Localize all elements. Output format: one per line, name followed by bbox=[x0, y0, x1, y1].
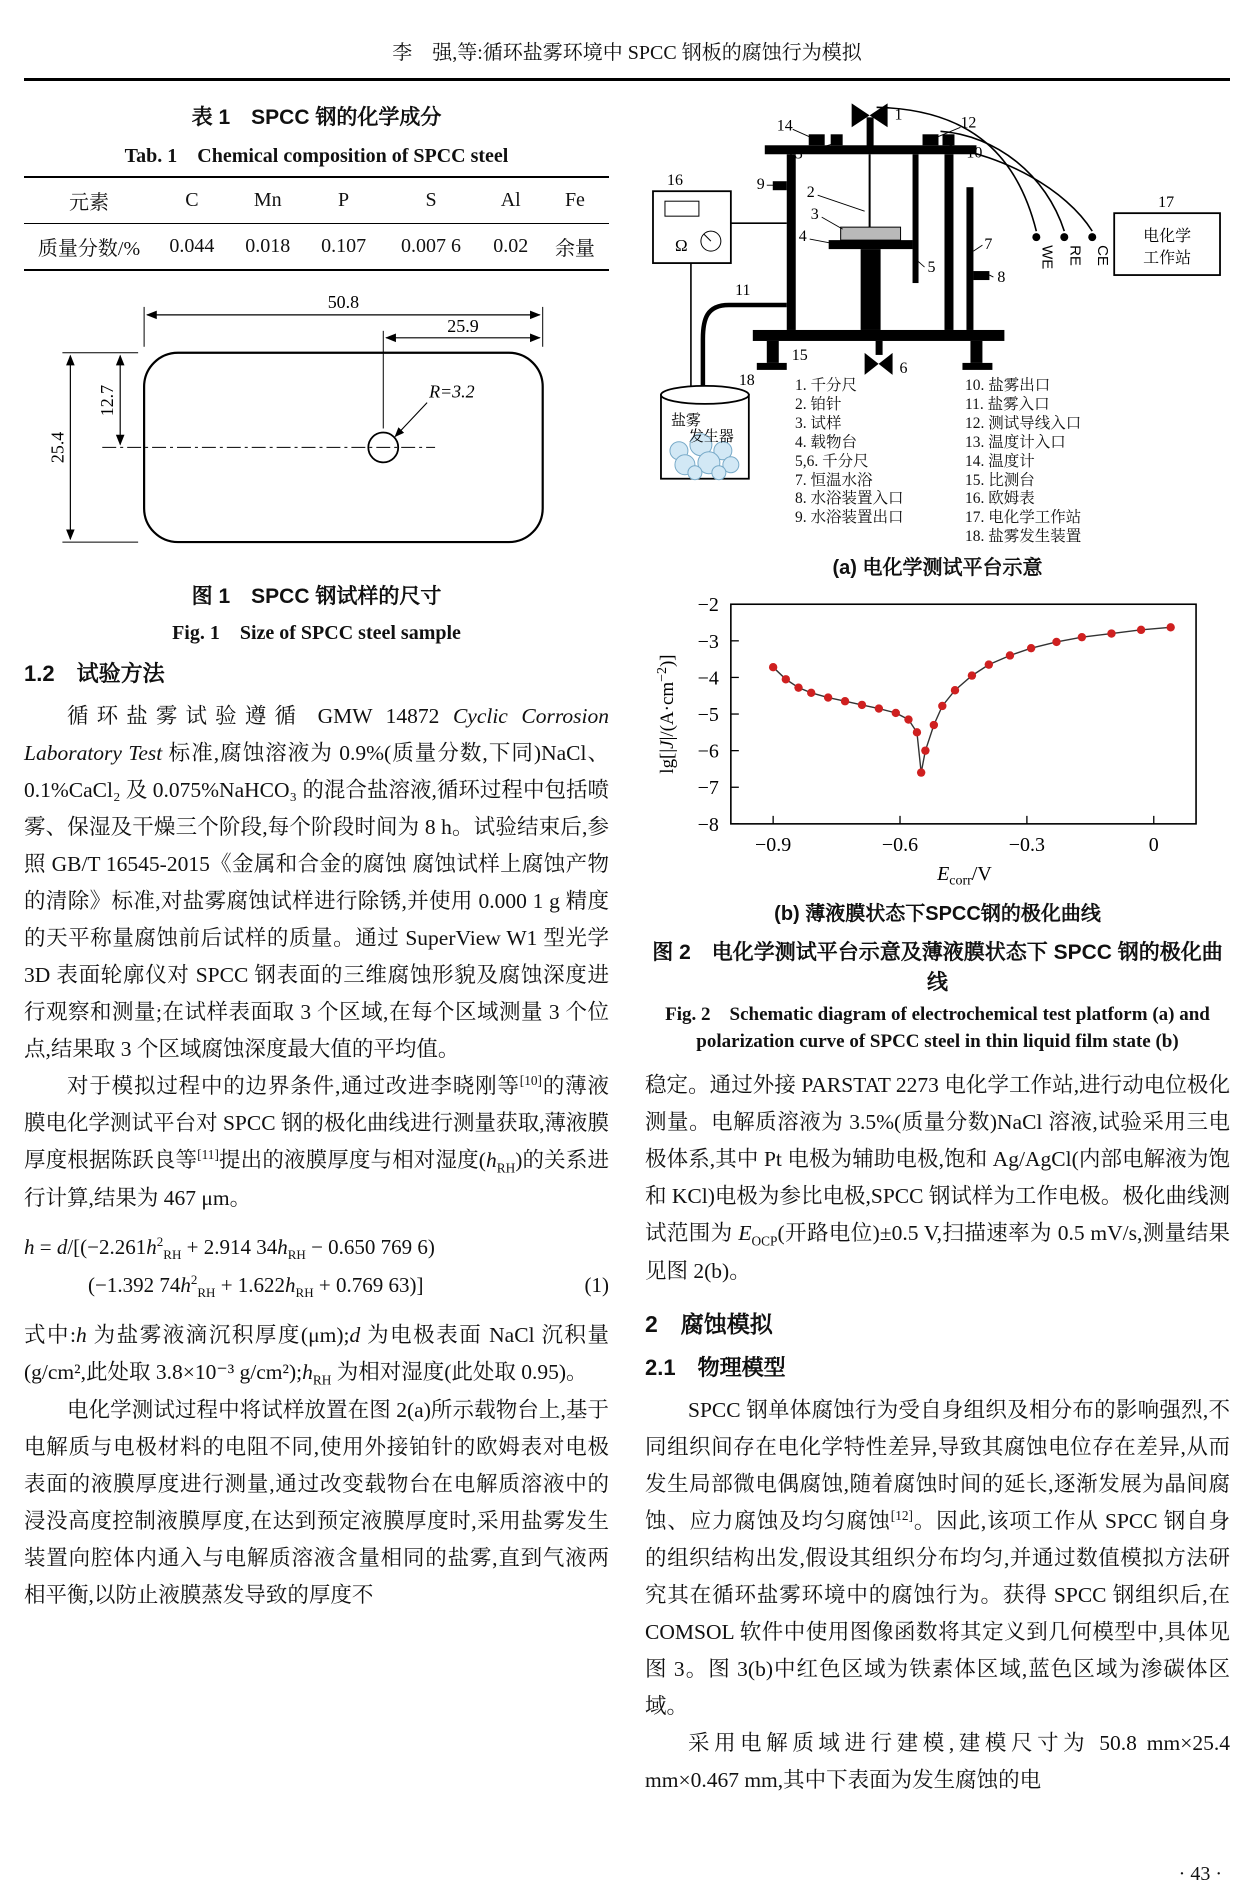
text-run: 稳定。通过外接 PARSTAT 2273 电化学工作站,进行动电位极化测量。电解质溶液为 3.5%(质量分数)NaCl 溶液,试验采用三电极体系,其中 Pt 电极为辅助电极,饱和 Ag/AgCl(内部电解液为饱和 KCl)电极为参比电极,SPCC 钢试样为工作电极。极化曲线测试范围为 bbox=[645, 1073, 1230, 1246]
water-bath-inlet bbox=[973, 271, 989, 280]
legend-item: 8. 水浴装置入口 bbox=[795, 490, 904, 508]
legend-item: 17. 电化学工作站 bbox=[965, 509, 1082, 527]
text-run: 为电极表面 NaCl 沉积量(g/cm²,此处取 3.8×10⁻³ g/cm²); bbox=[24, 1322, 609, 1384]
legend-item: 1. 千分尺 bbox=[795, 377, 858, 394]
text-run: (开路电位)±0.5 V,扫描速率为 0.5 mV/s,测量结果见图 2(b)。 bbox=[645, 1221, 1230, 1284]
svg-text:−5: −5 bbox=[697, 704, 719, 727]
table-1-header-cell: Fe bbox=[564, 189, 585, 211]
text-run: 为盐雾液滴沉积厚度(μm); bbox=[86, 1322, 350, 1347]
text-run: 为相对湿度(此处取 0.95)。 bbox=[331, 1359, 588, 1384]
figure-1-caption-zh: 图 1 SPCC 钢试样的尺寸 bbox=[191, 585, 442, 608]
table-1-cell: 质量分数/% bbox=[37, 238, 141, 260]
text-run: SPCC 钢单体腐蚀行为受自身组织及相分布的影响强烈,不同组织间存在电化学特性差异,导致其腐蚀电位存在差异,从而发生局部微电偶腐蚀,随着腐蚀时间的延长,逐渐发展为晶间腐蚀、应力腐蚀及均匀腐蚀 bbox=[645, 1398, 1230, 1534]
dim-half-label: 12.7 bbox=[97, 384, 118, 417]
table-1-header-row bbox=[24, 177, 609, 224]
port-9 bbox=[773, 181, 787, 190]
figure-2a bbox=[645, 95, 1230, 547]
variable-h: h bbox=[285, 1272, 296, 1297]
legend-item: 3. 试样 bbox=[795, 414, 842, 432]
x-axis-label: $E_{corr}/V$ bbox=[937, 862, 992, 888]
schematic-label-4: 4 bbox=[798, 228, 807, 246]
paragraph-test-method bbox=[24, 698, 609, 1068]
table-1-cell: 余量 bbox=[554, 238, 595, 260]
variable-h: h bbox=[24, 1234, 35, 1259]
figure-2-caption-en-1: Fig. 2 Schematic diagram of electrochemical test platform (a) and bbox=[665, 1004, 1210, 1025]
radius-label: R=3.2 bbox=[429, 381, 475, 402]
svg-text:−3: −3 bbox=[697, 630, 719, 653]
dimension-labels bbox=[47, 292, 478, 463]
schematic-label-2: 2 bbox=[806, 184, 815, 202]
variable-h: h bbox=[302, 1359, 313, 1384]
paragraph-equation-note bbox=[24, 1317, 609, 1392]
legend-column-2 bbox=[965, 377, 1165, 547]
legend-item: 7. 恒温水浴 bbox=[795, 471, 873, 489]
svg-text:−7: −7 bbox=[697, 777, 719, 800]
generator-label-2: 发生器 bbox=[688, 428, 734, 445]
text-run: + 0.769 63)] bbox=[313, 1272, 424, 1297]
micrometer-rod bbox=[913, 154, 919, 283]
port-10 bbox=[942, 134, 954, 145]
sample-stage bbox=[829, 240, 913, 249]
text-run: 的薄液膜电化学测试平台对 SPCC 钢的极化曲线进行测量获取,薄液膜厚度根据陈跃良等 bbox=[24, 1073, 609, 1172]
citation-10: [10] bbox=[519, 1072, 542, 1088]
section-1-2-heading: 1.2 试验方法 bbox=[24, 661, 165, 686]
bottom-micrometer bbox=[865, 353, 879, 375]
schematic-label-12: 12 bbox=[960, 114, 977, 132]
port-14 bbox=[809, 134, 825, 145]
y-axis-label: $\lg[|J|/(A\cdot cm^{-2})]$ bbox=[654, 654, 678, 774]
subscript-rh: RH bbox=[287, 1247, 306, 1262]
legend-item: 14. 温度计 bbox=[965, 452, 1035, 470]
superscript-2: 2 bbox=[190, 1271, 198, 1287]
base-platform bbox=[753, 330, 1005, 341]
svg-text:−8: −8 bbox=[697, 813, 719, 836]
variable-d: d bbox=[56, 1234, 68, 1259]
legend-item: 9. 水浴装置出口 bbox=[795, 509, 904, 527]
svg-text:−0.3: −0.3 bbox=[1008, 833, 1045, 856]
micrometer-stem bbox=[867, 117, 874, 147]
subscript-rh: RH bbox=[496, 1159, 516, 1175]
schematic-label-1: 1 bbox=[894, 106, 903, 124]
generator-label-1: 盐雾 bbox=[670, 412, 701, 429]
schematic-label-5: 5 bbox=[927, 259, 936, 277]
water-bath-wall bbox=[966, 187, 973, 330]
svg-text:−6: −6 bbox=[697, 740, 719, 763]
right-column bbox=[645, 95, 1230, 1799]
variable-d: d bbox=[349, 1322, 361, 1347]
dim-hole-label: 25.9 bbox=[447, 315, 479, 336]
figure-1 bbox=[24, 281, 609, 570]
re-terminal-label: RE bbox=[1066, 245, 1084, 266]
legend-item: 12. 测试导线入口 bbox=[965, 414, 1082, 432]
standard-name-italic: Cyclic Corrosion Laboratory Test bbox=[24, 704, 609, 765]
svg-text:−0.9: −0.9 bbox=[755, 833, 792, 856]
figure-2-caption-zh: 图 2 电化学测试平台示意及薄液膜状态下 SPCC 钢的极化曲线 bbox=[652, 941, 1223, 994]
plot-layer bbox=[698, 594, 1175, 856]
running-header-title: 李 强,等:循环盐雾环境中 SPCC 钢板的腐蚀行为模拟 bbox=[392, 42, 862, 64]
schematic-label-17: 17 bbox=[1158, 194, 1175, 212]
header-rule bbox=[24, 78, 1230, 81]
table-1-header-cell: Mn bbox=[253, 189, 282, 211]
figure-1-drawing bbox=[24, 281, 609, 565]
schematic-label-13: 13 bbox=[786, 145, 803, 163]
salt-spray-generator bbox=[661, 386, 749, 480]
text-run: 提出的液膜厚度与相对湿度( bbox=[218, 1147, 486, 1172]
svg-text:−0.6: −0.6 bbox=[881, 833, 919, 856]
schematic-label-9: 9 bbox=[756, 176, 765, 194]
equation-line-1 bbox=[24, 1229, 609, 1267]
legend-item: 10. 盐雾出口 bbox=[965, 377, 1051, 394]
figure-2a-legend bbox=[795, 377, 1165, 547]
page-number: · 43 · bbox=[1178, 1863, 1222, 1885]
table-1-header-cell: 元素 bbox=[69, 192, 109, 214]
equation-1 bbox=[24, 1229, 609, 1305]
subscript-rh: RH bbox=[163, 1247, 182, 1262]
sample bbox=[841, 227, 901, 240]
table-1-cell: 0.107 bbox=[321, 235, 367, 257]
svg-text:−4: −4 bbox=[697, 667, 719, 690]
port-12 bbox=[923, 134, 939, 145]
subscript-rh: RH bbox=[295, 1284, 314, 1300]
paragraph-film-thickness-control: 电化学测试过程中将试样放置在图 2(a)所示载物台上,基于电解质与电极材料的电阻不同,使用外接铂针的欧姆表对电极表面的液膜厚度进行测量,通过改变载物台在电解质溶液中的浸没高度控制液膜厚度,在达到预定液膜厚度时,采用盐雾发生装置向腔体内通入与电解质溶液含量相同的盐雾,直到气液两相平衡,以防止液膜蒸发导致的厚度不 bbox=[24, 1397, 609, 1607]
schematic-label-6: 6 bbox=[899, 359, 908, 377]
dim-height-label: 25.4 bbox=[47, 431, 68, 464]
section-2-heading: 2 腐蚀模拟 bbox=[645, 1311, 773, 1338]
schematic-label-14: 14 bbox=[776, 117, 793, 135]
svg-text:0: 0 bbox=[1148, 833, 1159, 856]
schematic-label-8: 8 bbox=[997, 269, 1006, 287]
citation-12: [12] bbox=[890, 1508, 913, 1523]
variable-h: h bbox=[180, 1272, 191, 1297]
legend-item: 18. 盐雾发生装置 bbox=[965, 528, 1082, 546]
table-1-cell: 0.044 bbox=[169, 235, 215, 257]
plot-frame bbox=[731, 604, 1196, 824]
schematic-label-15: 15 bbox=[791, 346, 808, 364]
text-run: 循环盐雾试验遵循 GMW 14872 bbox=[67, 704, 453, 728]
workstation-label-2: 工作站 bbox=[1143, 250, 1192, 268]
text-run: + 1.622 bbox=[215, 1272, 286, 1297]
citation-11: [11] bbox=[197, 1146, 219, 1162]
text-run: − 0.650 769 6) bbox=[305, 1234, 435, 1259]
two-column-layout bbox=[24, 95, 1230, 1799]
superscript-2: 2 bbox=[156, 1233, 164, 1249]
variable-E: E bbox=[738, 1221, 752, 1246]
subscript-rh: RH bbox=[312, 1371, 332, 1387]
workstation-label-1: 电化学 bbox=[1143, 228, 1192, 246]
ohmmeter bbox=[653, 191, 787, 387]
text-run: 式中: bbox=[24, 1322, 77, 1347]
table-1-header-cell: C bbox=[185, 189, 199, 211]
text-run: /[(−2.261 bbox=[67, 1234, 147, 1259]
radius-leader bbox=[395, 403, 427, 437]
equation-number: (1) bbox=[584, 1272, 609, 1297]
lead-wires bbox=[877, 107, 1093, 231]
stage-column bbox=[861, 249, 881, 330]
table-1-cell: 0.018 bbox=[245, 235, 291, 257]
paragraph-modeling-size: 采用电解质域进行建模,建模尺寸为 50.8 mm×25.4 mm×0.467 mm,其中下表面为发生腐蚀的电 bbox=[645, 1730, 1230, 1792]
section-2-1-heading: 2.1 物理模型 bbox=[645, 1355, 786, 1381]
legend-item: 4. 载物台 bbox=[795, 433, 858, 451]
table-1-caption-en: Tab. 1 Chemical composition of SPCC steel bbox=[124, 145, 509, 167]
schematic-label-7: 7 bbox=[984, 236, 993, 254]
text-run: (−1.392 74 bbox=[88, 1272, 181, 1297]
variable-h: h bbox=[485, 1147, 497, 1172]
table-1 bbox=[24, 176, 609, 271]
equation-line-2 bbox=[24, 1267, 609, 1305]
paragraph-physical-model bbox=[645, 1392, 1230, 1725]
table-1-header-cell: Al bbox=[500, 189, 521, 211]
variable-h: h bbox=[146, 1234, 157, 1259]
schematic-label-10: 10 bbox=[966, 144, 983, 162]
figure-2-caption-en-2: polarization curve of SPCC steel in thin liquid film state (b) bbox=[696, 1030, 1179, 1052]
figure-1-caption-en: Fig. 1 Size of SPCC steel sample bbox=[172, 622, 461, 644]
table-1-cell: 0.02 bbox=[493, 235, 529, 257]
schematic-label-18: 18 bbox=[738, 371, 755, 389]
paragraph-polarization-measurement bbox=[645, 1067, 1230, 1290]
table-1-header-cell: S bbox=[425, 189, 437, 211]
subscript-rh: RH bbox=[197, 1284, 216, 1300]
variable-h: h bbox=[277, 1234, 288, 1259]
legend-item: 16. 欧姆表 bbox=[965, 490, 1035, 508]
legend-item: 15. 比测台 bbox=[965, 471, 1035, 489]
text-run: )的关系进行计算,结果为 467 μm。 bbox=[24, 1147, 609, 1210]
ce-terminal-label: CE bbox=[1094, 245, 1112, 266]
figure-2b bbox=[645, 588, 1230, 893]
subscript-ocp: OCP bbox=[751, 1233, 778, 1249]
schematic-label-3: 3 bbox=[810, 206, 819, 224]
text-run: + 2.914 34 bbox=[181, 1234, 278, 1259]
text-run: 。因此,该项工作从 SPCC 钢自身的组织结构出发,假设其组织分布均匀,并通过数值模拟方法研究其在循环盐雾环境中的腐蚀行为。获得 SPCC 钢组织后,在 COMSOL 软件中使用图像函数将其定义到几何模型中,具体见图 3。图 3(b)中红色区域为铁素体区域,蓝色区域为渗碳体区域。 bbox=[645, 1509, 1230, 1718]
table-1-data-row bbox=[24, 224, 609, 271]
bottom-micrometer-stem bbox=[876, 341, 883, 355]
table-1-cell: 0.007 6 bbox=[401, 235, 461, 257]
text-run: 标准,腐蚀溶液为 0.9%(质量分数,下同)NaCl、0.1%CaCl₂ 及 0.075%NaHCO₃ 的混合盐溶液,循环过程中包括喷雾、保湿及干燥三个阶段,每个阶段时间为 8 h。试验结束后,参照 GB/T 16545-2015《金属和合金的腐蚀 腐蚀试样上腐蚀产物的清除》标准,对盐雾腐蚀试样进行除锈,并使用 0.000 1 g 精度的天平称量腐蚀前后试样的质量。通过 SuperView W1 型光学 3D 表面轮廓仪对 SPCC 钢表面的三维腐蚀形貌及腐蚀深度进行观察和测量;在试样表面取 3 个区域,在每个区域测量 3 个位点,结果取 3 个区域腐蚀深度最大值的平均值。 bbox=[24, 740, 609, 1061]
dim-width-label: 50.8 bbox=[327, 291, 360, 312]
workstation-box bbox=[1114, 213, 1220, 275]
we-terminal-label: WE bbox=[1038, 245, 1056, 270]
sample-outline bbox=[62, 307, 542, 542]
polarization-chart bbox=[645, 588, 1230, 888]
paragraph-boundary-conditions bbox=[24, 1068, 609, 1217]
legend-item: 11. 盐雾入口 bbox=[965, 395, 1050, 413]
left-column bbox=[24, 95, 609, 1799]
table-1-caption-zh: 表 1 SPCC 钢的化学成分 bbox=[191, 106, 442, 129]
figure-2a-caption: (a) 电化学测试平台示意 bbox=[832, 557, 1043, 579]
ohm-symbol: Ω bbox=[674, 236, 688, 256]
legend-item: 5,6. 千分尺 bbox=[795, 452, 869, 470]
legend-item: 13. 温度计入口 bbox=[965, 433, 1066, 451]
svg-text:−2: −2 bbox=[697, 594, 719, 617]
schematic-label-16: 16 bbox=[666, 172, 683, 190]
workstation-terminals bbox=[1032, 233, 1111, 269]
text-run: = bbox=[34, 1234, 57, 1259]
legend-column-1 bbox=[795, 377, 945, 547]
table-1-header-cell: P bbox=[338, 189, 350, 211]
figure-2b-caption: (b) 薄液膜状态下SPCC钢的极化曲线 bbox=[774, 903, 1101, 925]
variable-h: h bbox=[76, 1322, 87, 1347]
schematic-label-11: 11 bbox=[735, 282, 751, 300]
text-run: 对于模拟过程中的边界条件,通过改进李晓刚等 bbox=[67, 1073, 520, 1098]
legend-item: 2. 铂针 bbox=[795, 395, 842, 413]
